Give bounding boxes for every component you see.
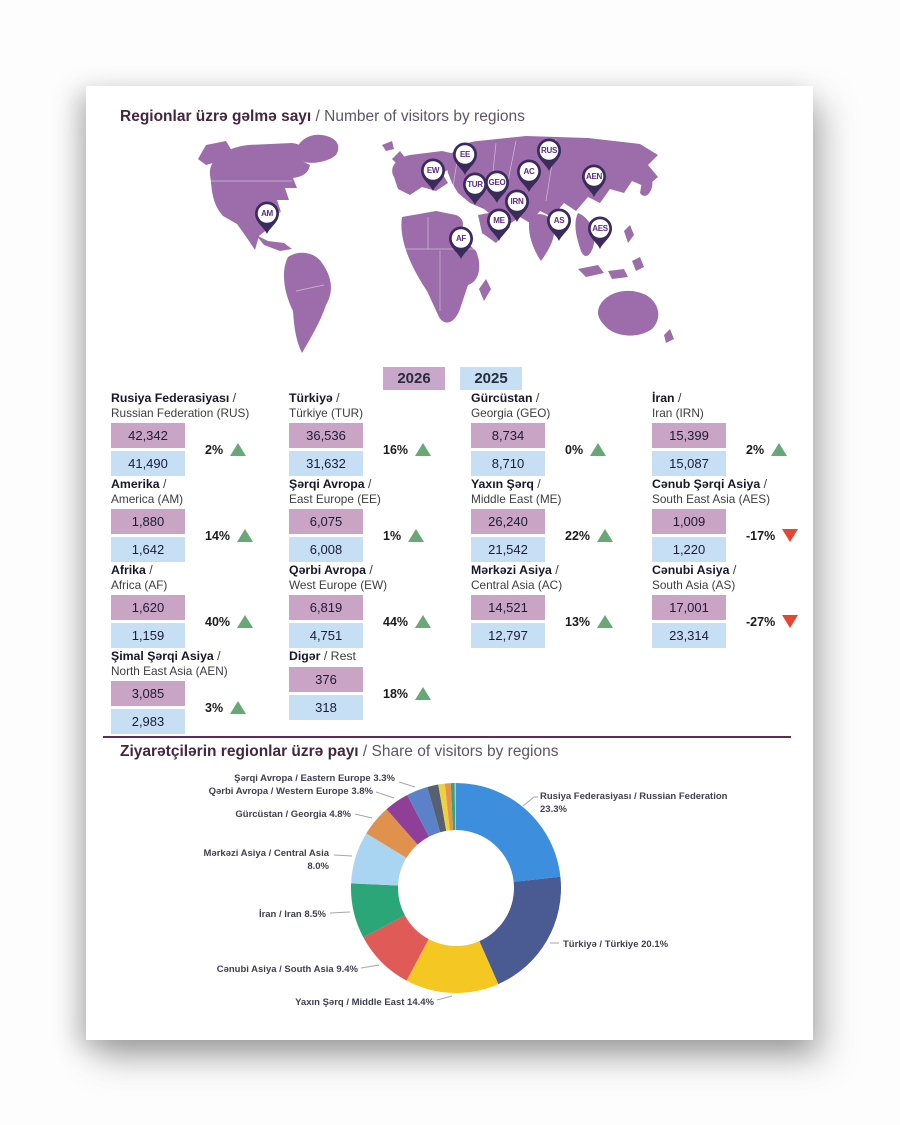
map-pin-label: AS xyxy=(553,215,565,225)
value-2025: 41,490 xyxy=(111,451,185,476)
map-pin-EE xyxy=(452,142,478,176)
region-name xyxy=(471,391,652,406)
leader-eastern-europe xyxy=(399,782,415,787)
region-name-en: Georgia (GEO) xyxy=(471,406,551,420)
region-values-row xyxy=(471,423,652,476)
value-2025: 318 xyxy=(289,695,363,720)
map-pin-icon xyxy=(587,216,613,250)
change-percent xyxy=(746,443,787,457)
stats-grid xyxy=(111,391,793,729)
donut-label: Yaxın Şərq / Middle East 14.4% xyxy=(295,997,434,1008)
region-values-row xyxy=(289,423,471,476)
region-card xyxy=(111,391,289,471)
change-percent-text: 40% xyxy=(205,614,231,629)
value-2026: 3,085 xyxy=(111,681,185,706)
region-card xyxy=(289,649,471,726)
region-card xyxy=(652,477,793,557)
region-name-en: Middle East (ME) xyxy=(471,492,562,506)
section1-title-az: Regionlar üzrə gəlmə sayı xyxy=(120,108,312,125)
trend-down-icon xyxy=(782,529,798,542)
value-2025: 4,751 xyxy=(289,623,363,648)
region-name-az: Digər xyxy=(289,649,321,663)
value-2025: 8,710 xyxy=(471,451,545,476)
island-indonesia-2 xyxy=(608,269,628,279)
trend-up-icon xyxy=(230,701,246,714)
leader-iran xyxy=(330,912,350,913)
value-2025: 6,008 xyxy=(289,537,363,562)
region-name-en: Africa (AF) xyxy=(111,578,168,592)
region-card xyxy=(111,477,289,557)
trend-up-icon xyxy=(237,615,253,628)
map-pin-label: AM xyxy=(261,208,273,218)
change-percent xyxy=(383,443,431,457)
island-philippines xyxy=(624,225,634,243)
island-iceland xyxy=(382,141,394,151)
donut-label: Cənubi Asiya / South Asia 9.4% xyxy=(216,964,358,975)
value-2026: 1,880 xyxy=(111,509,185,534)
map-pin-label: AEN xyxy=(586,171,602,181)
region-name-sep: / xyxy=(760,477,768,491)
donut-chart xyxy=(176,760,796,1010)
region-name-sep: / xyxy=(364,477,372,491)
island-madagascar xyxy=(479,279,491,301)
section2-title-az: Ziyarətçilərin regionlar üzrə payı xyxy=(120,743,359,760)
donut-label: Şərqi Avropa / Eastern Europe 3.3% xyxy=(234,773,395,784)
value-2026: 42,342 xyxy=(111,423,185,448)
change-percent-text: 22% xyxy=(565,528,591,543)
change-percent xyxy=(383,615,431,629)
section1-title xyxy=(120,108,525,126)
region-name-az: Qərbi Avropa xyxy=(289,563,366,577)
region-name-sep: / Rest xyxy=(320,649,356,663)
region-name-sep: / xyxy=(145,563,153,577)
map-pin-label: ME xyxy=(493,215,505,225)
region-values-row xyxy=(111,423,289,476)
trend-up-icon xyxy=(590,443,606,456)
map-pin-label: AF xyxy=(455,233,467,243)
region-name xyxy=(289,563,471,578)
region-name-az: Şərqi Avropa xyxy=(289,477,365,491)
island-indonesia-3 xyxy=(632,257,644,271)
section2-title-en: / Share of visitors by regions xyxy=(358,743,559,760)
change-percent xyxy=(205,701,246,715)
leader-middle-east xyxy=(437,996,452,1000)
leader-central-asia xyxy=(334,855,352,856)
region-name-sep: / xyxy=(366,563,373,577)
change-percent-text: 44% xyxy=(383,614,409,629)
region-card xyxy=(111,649,289,729)
region-name xyxy=(111,563,289,578)
region-name-sep: / xyxy=(229,391,237,405)
region-values-row xyxy=(289,509,471,562)
value-2025: 2,983 xyxy=(111,709,185,734)
value-2025: 1,220 xyxy=(652,537,726,562)
value-2026: 14,521 xyxy=(471,595,545,620)
map-pin-icon xyxy=(448,226,474,260)
region-values-row xyxy=(111,595,289,648)
island-indonesia-1 xyxy=(578,265,604,277)
donut-label: 23.3% xyxy=(540,804,567,815)
trend-up-icon xyxy=(415,615,431,628)
continent-australia xyxy=(598,291,658,336)
change-percent-text: 14% xyxy=(205,528,231,543)
region-name xyxy=(652,391,793,406)
region-name-az: Cənubi Asiya xyxy=(652,563,730,577)
value-2025: 21,542 xyxy=(471,537,545,562)
region-name xyxy=(111,391,289,406)
change-percent-text: 3% xyxy=(205,700,224,715)
leader-western-europe xyxy=(376,792,394,798)
region-name xyxy=(111,477,289,492)
value-boxes xyxy=(111,509,185,562)
region-name-sep: / xyxy=(532,391,540,405)
value-2025: 31,632 xyxy=(289,451,363,476)
region-card xyxy=(652,563,793,643)
region-name-sep: / xyxy=(213,649,221,663)
region-card xyxy=(652,391,793,471)
map-pin-icon xyxy=(420,158,446,192)
region-name-en: West Europe (EW) xyxy=(289,578,388,592)
region-values-row xyxy=(289,667,471,720)
region-name-en: South East Asia (AES) xyxy=(652,492,771,506)
value-2025: 1,642 xyxy=(111,537,185,562)
change-percent-text: 16% xyxy=(383,442,409,457)
map-pin-label: AC xyxy=(523,166,535,176)
trend-up-icon xyxy=(771,443,787,456)
change-percent xyxy=(565,615,613,629)
region-name xyxy=(652,477,793,492)
change-percent xyxy=(383,529,424,543)
region-name xyxy=(471,563,652,578)
change-percent-text: 18% xyxy=(383,686,409,701)
region-name-az: Cənub Şərqi Asiya xyxy=(652,477,761,491)
section-divider xyxy=(103,736,791,738)
continent-central-america xyxy=(256,235,292,251)
region-name-en: South Asia (AS) xyxy=(652,578,736,592)
region-name-az: Amerika xyxy=(111,477,160,491)
map-pin-icon xyxy=(486,208,512,242)
region-values-row xyxy=(111,681,289,734)
region-values-row xyxy=(471,509,652,562)
trend-up-icon xyxy=(597,615,613,628)
region-name xyxy=(471,477,652,492)
value-2025: 23,314 xyxy=(652,623,726,648)
region-name xyxy=(289,649,471,664)
region-name-sep: / xyxy=(674,391,682,405)
map-pin-ME xyxy=(486,208,512,242)
map-pin-icon xyxy=(546,208,572,242)
donut-slices xyxy=(351,783,561,993)
change-percent-text: -17% xyxy=(746,528,776,543)
region-values-row xyxy=(471,595,652,648)
region-name xyxy=(111,649,289,664)
donut-label: İran / Iran 8.5% xyxy=(258,909,326,920)
value-boxes xyxy=(652,595,726,648)
change-percent xyxy=(205,615,253,629)
island-new-zealand xyxy=(664,329,674,343)
section2-title xyxy=(120,743,559,761)
region-card xyxy=(289,391,471,471)
map-pin-AM xyxy=(254,201,280,235)
value-2025: 1,159 xyxy=(111,623,185,648)
map-pin-label: AES xyxy=(592,223,608,233)
value-boxes xyxy=(471,595,545,648)
region-name-en: Türkiye (TUR) xyxy=(289,406,364,420)
region-name-az: Rusiya Federasiyası xyxy=(111,391,230,405)
region-name-az: Gürcüstan xyxy=(471,391,533,405)
region-name xyxy=(289,477,471,492)
map-pin-AEN xyxy=(581,164,607,198)
trend-up-icon xyxy=(415,687,431,700)
report-page xyxy=(86,86,813,1040)
legend-2025: 2025 xyxy=(460,367,522,390)
value-2026: 1,620 xyxy=(111,595,185,620)
region-name-az: Yaxın Şərq xyxy=(471,477,534,491)
leader-russia xyxy=(523,797,538,806)
change-percent-text: 0% xyxy=(565,442,584,457)
map-pin-icon xyxy=(536,138,562,172)
value-boxes xyxy=(111,595,185,648)
map-pin-label: TUR xyxy=(467,179,483,189)
region-values-row xyxy=(652,595,793,648)
region-name-az: Şimal Şərqi Asiya xyxy=(111,649,214,663)
map-pin-AES xyxy=(587,216,613,250)
region-name-az: Afrika xyxy=(111,563,146,577)
region-name-sep: / xyxy=(533,477,541,491)
change-percent xyxy=(746,615,798,629)
leader-south-asia xyxy=(361,965,379,968)
change-percent-text: 2% xyxy=(205,442,224,457)
leader-georgia xyxy=(355,814,372,818)
region-name-sep: / xyxy=(729,563,737,577)
year-legend xyxy=(383,367,522,390)
donut-slice-1 xyxy=(479,877,561,984)
map-pin-icon xyxy=(254,201,280,235)
value-2026: 1,009 xyxy=(652,509,726,534)
region-card xyxy=(289,563,471,643)
region-name-az: Mərkəzi Asiya xyxy=(471,563,552,577)
change-percent-text: -27% xyxy=(746,614,776,629)
value-boxes xyxy=(289,423,363,476)
change-percent xyxy=(383,687,431,701)
map-pin-label: GEO xyxy=(488,177,506,187)
region-card xyxy=(471,477,652,557)
map-pin-icon xyxy=(581,164,607,198)
region-card xyxy=(111,563,289,643)
region-name-sep: / xyxy=(332,391,340,405)
value-boxes xyxy=(289,595,363,648)
region-name xyxy=(652,563,793,578)
trend-up-icon xyxy=(408,529,424,542)
region-card xyxy=(471,391,652,471)
region-name-en: East Europe (EE) xyxy=(289,492,381,506)
region-name xyxy=(289,391,471,406)
world-map xyxy=(196,131,691,361)
value-2026: 6,819 xyxy=(289,595,363,620)
region-values-row xyxy=(652,509,793,562)
trend-up-icon xyxy=(237,529,253,542)
region-name-en: Central Asia (AC) xyxy=(471,578,563,592)
value-boxes xyxy=(652,509,726,562)
trend-down-icon xyxy=(782,615,798,628)
map-pin-AS xyxy=(546,208,572,242)
region-name-en: Iran (IRN) xyxy=(652,406,704,420)
map-pin-label: EW xyxy=(426,165,440,175)
region-name-az: İran xyxy=(652,391,675,405)
map-pin-RUS xyxy=(536,138,562,172)
donut-label: Gürcüstan / Georgia 4.8% xyxy=(235,809,351,820)
value-boxes xyxy=(111,423,185,476)
donut-label: Türkiyə / Türkiye 20.1% xyxy=(563,939,669,950)
value-boxes xyxy=(289,667,363,720)
map-pin-label: RUS xyxy=(541,145,557,155)
map-pin-EW xyxy=(420,158,446,192)
map-pin-AF xyxy=(448,226,474,260)
section1-title-en: / Number of visitors by regions xyxy=(311,108,525,125)
map-pin-icon xyxy=(452,142,478,176)
region-name-sep: / xyxy=(159,477,167,491)
change-percent-text: 1% xyxy=(383,528,402,543)
donut-label: 8.0% xyxy=(307,861,329,872)
change-percent-text: 13% xyxy=(565,614,591,629)
value-2025: 12,797 xyxy=(471,623,545,648)
region-card xyxy=(471,563,652,643)
trend-up-icon xyxy=(415,443,431,456)
value-2026: 376 xyxy=(289,667,363,692)
donut-label: Rusiya Federasiyası / Russian Federation xyxy=(540,791,728,802)
legend-2026: 2026 xyxy=(383,367,445,390)
map-pin-label: IRN xyxy=(510,196,524,206)
region-name-en: America (AM) xyxy=(111,492,184,506)
value-2025: 15,087 xyxy=(652,451,726,476)
value-2026: 36,536 xyxy=(289,423,363,448)
value-boxes xyxy=(471,423,545,476)
region-values-row xyxy=(652,423,793,476)
value-boxes xyxy=(652,423,726,476)
donut-label: Qərbi Avropa / Western Europe 3.8% xyxy=(208,786,373,797)
value-2026: 26,240 xyxy=(471,509,545,534)
map-pin-label: EE xyxy=(459,149,471,159)
change-percent xyxy=(746,529,798,543)
value-boxes xyxy=(111,681,185,734)
trend-up-icon xyxy=(230,443,246,456)
change-percent xyxy=(565,443,606,457)
value-2026: 17,001 xyxy=(652,595,726,620)
value-2026: 15,399 xyxy=(652,423,726,448)
trend-up-icon xyxy=(597,529,613,542)
region-name-az: Türkiyə xyxy=(289,391,333,405)
value-2026: 8,734 xyxy=(471,423,545,448)
change-percent xyxy=(205,529,253,543)
change-percent xyxy=(565,529,613,543)
change-percent-text: 2% xyxy=(746,442,765,457)
value-boxes xyxy=(471,509,545,562)
region-name-sep: / xyxy=(551,563,559,577)
value-boxes xyxy=(289,509,363,562)
region-name-en: Russian Federation (RUS) xyxy=(111,406,250,420)
region-values-row xyxy=(111,509,289,562)
region-card xyxy=(289,477,471,557)
donut-label: Mərkəzi Asiya / Central Asia xyxy=(203,848,329,859)
continent-south-america xyxy=(284,253,331,353)
value-2026: 6,075 xyxy=(289,509,363,534)
region-values-row xyxy=(289,595,471,648)
change-percent xyxy=(205,443,246,457)
region-name-en: North East Asia (AEN) xyxy=(111,664,228,678)
